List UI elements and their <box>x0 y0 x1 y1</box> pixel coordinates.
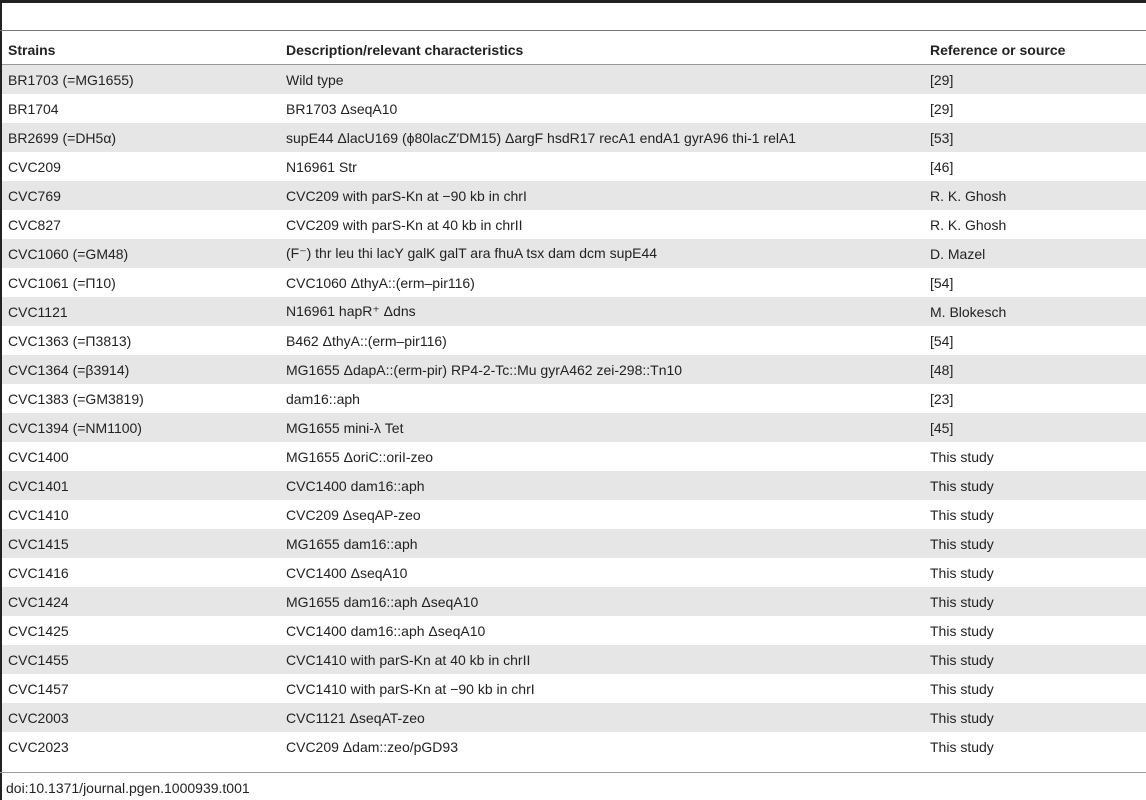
strain-cell: CVC1394 (=NM1100) <box>2 413 280 442</box>
table-row <box>2 616 1146 645</box>
reference-cell: This study <box>924 500 1146 529</box>
table-row <box>2 268 1146 297</box>
reference-cell: This study <box>924 703 1146 732</box>
strain-cell: CVC827 <box>2 210 280 239</box>
reference-cell: M. Blokesch <box>924 297 1146 326</box>
table-row <box>2 181 1146 210</box>
table-row <box>2 645 1146 674</box>
description-cell: CVC1060 ΔthyA::(erm–pir116) <box>280 268 924 297</box>
strain-cell: CVC209 <box>2 152 280 181</box>
strain-cell: CVC1424 <box>2 587 280 616</box>
table-header-row <box>2 36 1146 65</box>
reference-cell: This study <box>924 645 1146 674</box>
table-row <box>2 587 1146 616</box>
table-row <box>2 355 1146 384</box>
description-cell: MG1655 mini-λ Tet <box>280 413 924 442</box>
reference-cell: [45] <box>924 413 1146 442</box>
table-row <box>2 558 1146 587</box>
description-cell: Wild type <box>280 65 924 95</box>
table-row <box>2 442 1146 471</box>
table-row <box>2 94 1146 123</box>
strain-cell: CVC1363 (=Π3813) <box>2 326 280 355</box>
table-row <box>2 239 1146 268</box>
table-row <box>2 65 1146 95</box>
description-cell: CVC1400 dam16::aph ΔseqA10 <box>280 616 924 645</box>
strain-cell: CVC769 <box>2 181 280 210</box>
table-row <box>2 326 1146 355</box>
table-row <box>2 732 1146 761</box>
description-cell: CVC209 with parS-Kn at −90 kb in chrI <box>280 181 924 210</box>
description-cell: MG1655 ΔoriC::oriI-zeo <box>280 442 924 471</box>
reference-cell: This study <box>924 732 1146 761</box>
description-cell: MG1655 ΔdapA::(erm-pir) RP4-2-Tc::Mu gyrA462 zei-298::Tn10 <box>280 355 924 384</box>
reference-cell: This study <box>924 471 1146 500</box>
header-rule <box>0 30 1146 31</box>
table-row <box>2 123 1146 152</box>
top-rule <box>0 0 1146 3</box>
table-row <box>2 384 1146 413</box>
column-header-description: Description/relevant characteristics <box>286 42 524 58</box>
strain-cell: BR1703 (=MG1655) <box>2 65 280 95</box>
reference-cell: [29] <box>924 65 1146 95</box>
strain-cell: CVC1121 <box>2 297 280 326</box>
description-cell: CVC1121 ΔseqAT-zeo <box>280 703 924 732</box>
table-row <box>2 674 1146 703</box>
reference-cell: This study <box>924 616 1146 645</box>
table-row <box>2 210 1146 239</box>
strain-cell: BR1704 <box>2 94 280 123</box>
column-header-reference: Reference or source <box>930 42 1066 58</box>
table-row <box>2 500 1146 529</box>
description-cell: MG1655 dam16::aph ΔseqA10 <box>280 587 924 616</box>
reference-cell: This study <box>924 587 1146 616</box>
strain-cell: CVC1400 <box>2 442 280 471</box>
strain-cell: CVC2023 <box>2 732 280 761</box>
reference-cell: R. K. Ghosh <box>924 210 1146 239</box>
description-cell: B462 ΔthyA::(erm–pir116) <box>280 326 924 355</box>
strain-cell: CVC1415 <box>2 529 280 558</box>
description-cell: (F⁻) thr leu thi lacY galK galT ara fhuA tsx dam dcm supE44 <box>280 239 924 268</box>
strain-cell: CVC1061 (=Π10) <box>2 268 280 297</box>
table-row <box>2 471 1146 500</box>
strain-cell: CVC1455 <box>2 645 280 674</box>
description-cell: CVC1400 dam16::aph <box>280 471 924 500</box>
strain-cell: CVC1410 <box>2 500 280 529</box>
strain-cell: CVC1383 (=GM3819) <box>2 384 280 413</box>
description-cell: BR1703 ΔseqA10 <box>280 94 924 123</box>
table-row <box>2 297 1146 326</box>
description-cell: CVC209 Δdam::zeo/pGD93 <box>280 732 924 761</box>
description-cell: N16961 hapR⁺ Δdns <box>280 297 924 326</box>
strain-cell: CVC1425 <box>2 616 280 645</box>
description-cell: supE44 ΔlacU169 (ϕ80lacZ′DM15) ΔargF hsdR17 recA1 endA1 gyrA96 thi-1 relA1 <box>280 123 924 152</box>
strain-cell: BR2699 (=DH5α) <box>2 123 280 152</box>
doi-caption: doi:10.1371/journal.pgen.1000939.t001 <box>6 780 250 796</box>
description-cell: CVC1400 ΔseqA10 <box>280 558 924 587</box>
description-cell: N16961 Str <box>280 152 924 181</box>
table-body <box>2 65 1146 762</box>
strain-cell: CVC1401 <box>2 471 280 500</box>
strains-table <box>2 36 1146 761</box>
table-row <box>2 152 1146 181</box>
reference-cell: This study <box>924 442 1146 471</box>
reference-cell: [48] <box>924 355 1146 384</box>
strain-cell: CVC1364 (=β3914) <box>2 355 280 384</box>
strain-cell: CVC1457 <box>2 674 280 703</box>
description-cell: CVC1410 with parS-Kn at 40 kb in chrII <box>280 645 924 674</box>
table-row <box>2 529 1146 558</box>
reference-cell: R. K. Ghosh <box>924 181 1146 210</box>
reference-cell: [53] <box>924 123 1146 152</box>
reference-cell: This study <box>924 674 1146 703</box>
reference-cell: [23] <box>924 384 1146 413</box>
table-row <box>2 703 1146 732</box>
table-row <box>2 413 1146 442</box>
reference-cell: [54] <box>924 268 1146 297</box>
description-cell: dam16::aph <box>280 384 924 413</box>
reference-cell: This study <box>924 558 1146 587</box>
reference-cell: [29] <box>924 94 1146 123</box>
reference-cell: [54] <box>924 326 1146 355</box>
reference-cell: This study <box>924 529 1146 558</box>
strain-cell: CVC1060 (=GM48) <box>2 239 280 268</box>
description-cell: CVC209 with parS-Kn at 40 kb in chrII <box>280 210 924 239</box>
reference-cell: [46] <box>924 152 1146 181</box>
description-cell: MG1655 dam16::aph <box>280 529 924 558</box>
reference-cell: D. Mazel <box>924 239 1146 268</box>
strain-cell: CVC2003 <box>2 703 280 732</box>
column-header-strains: Strains <box>8 42 56 58</box>
bottom-rule <box>0 772 1146 773</box>
description-cell: CVC209 ΔseqAP-zeo <box>280 500 924 529</box>
strain-cell: CVC1416 <box>2 558 280 587</box>
description-cell: CVC1410 with parS-Kn at −90 kb in chrI <box>280 674 924 703</box>
